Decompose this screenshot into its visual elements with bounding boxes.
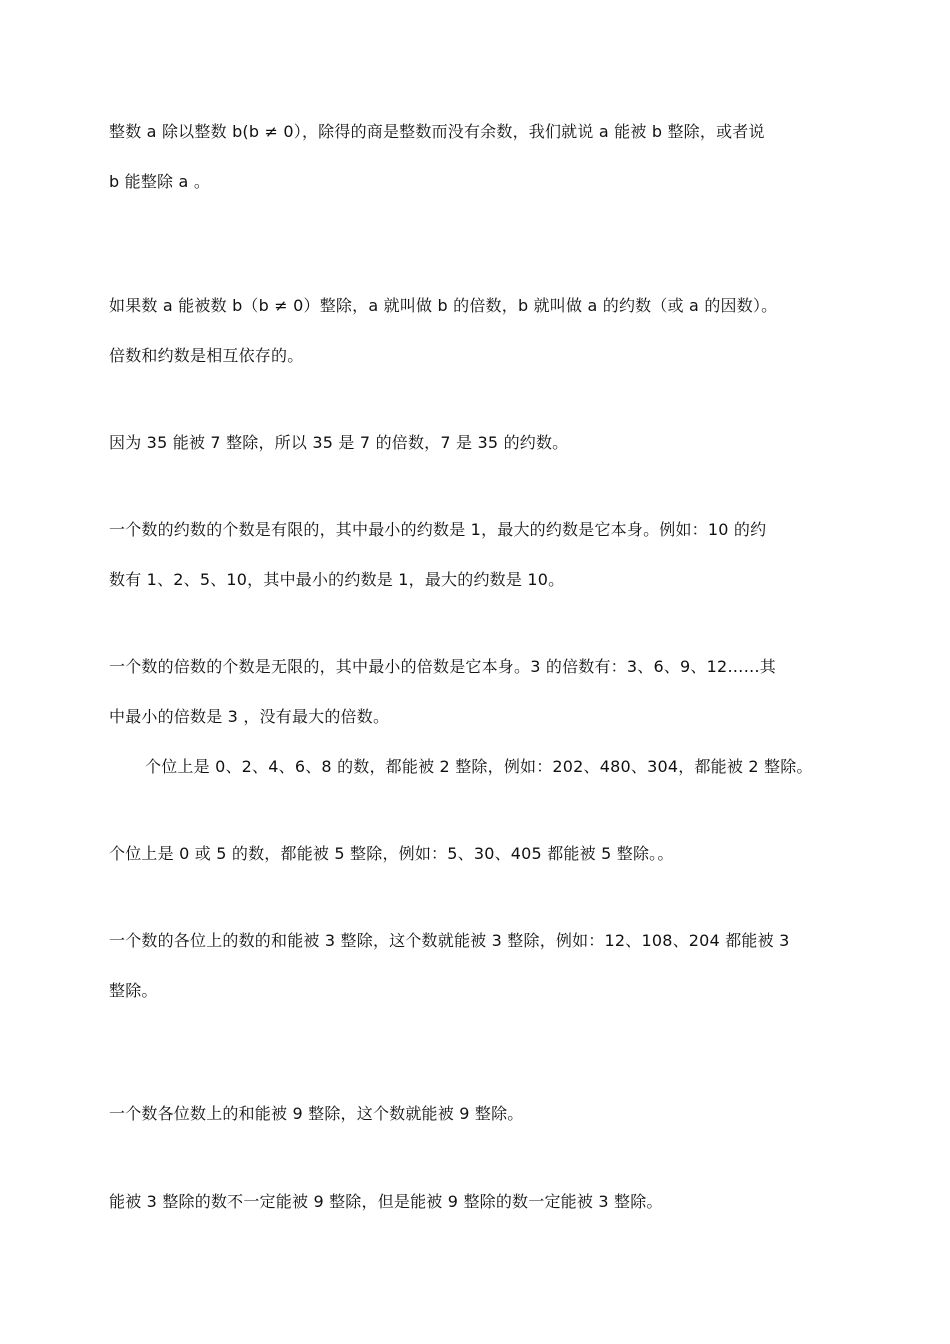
text-line-multiples-infinite: 一个数的倍数的个数是无限的，其中最小的倍数是它本身。3 的倍数有：3、6、9、12……其 <box>109 657 776 676</box>
text-line-divisible-by-2: 个位上是 0、2、4、6、8 的数，都能被 2 整除，例如：202、480、304，都能被 2 整除。 <box>145 757 813 776</box>
text-line-divisible-by-5: 个位上是 0 或 5 的数，都能被 5 整除，例如：5、30、405 都能被 5 整除。。 <box>109 844 674 863</box>
text-line-divisible-by-3: 一个数的各位上的数的和能被 3 整除，这个数就能被 3 整除，例如：12、108、204 都能被 3 <box>109 931 790 950</box>
text-line-interdependence: 倍数和约数是相互依存的。 <box>109 346 304 365</box>
text-line-divisible-by-9: 一个数各位数上的和能被 9 整除，这个数就能被 9 整除。 <box>109 1104 524 1123</box>
text-line-multiples-infinite-cont: 中最小的倍数是 3 ，没有最大的倍数。 <box>109 707 390 726</box>
text-line-factors-finite-cont: 数有 1、2、5、10，其中最小的约数是 1，最大的约数是 10。 <box>109 570 565 589</box>
text-line-divisibility-definition: 整数 a 除以整数 b(b ≠ 0），除得的商是整数而没有余数，我们就说 a 能被 b 整除，或者说 <box>109 122 765 141</box>
text-line-divisibility-definition-cont: b 能整除 a 。 <box>109 172 211 191</box>
text-line-example-35: 因为 35 能被 7 整除，所以 35 是 7 的倍数，7 是 35 的约数。 <box>109 433 569 452</box>
text-line-3-vs-9: 能被 3 整除的数不一定能被 9 整除，但是能被 9 整除的数一定能被 3 整除。 <box>109 1192 663 1211</box>
text-line-multiple-factor-definition: 如果数 a 能被数 b（b ≠ 0）整除，a 就叫做 b 的倍数，b 就叫做 a 的约数（或 a 的因数）。 <box>109 296 778 315</box>
text-line-factors-finite: 一个数的约数的个数是有限的，其中最小的约数是 1，最大的约数是它本身。例如：10 的约 <box>109 520 767 539</box>
text-line-divisible-by-3-cont: 整除。 <box>109 981 158 1000</box>
